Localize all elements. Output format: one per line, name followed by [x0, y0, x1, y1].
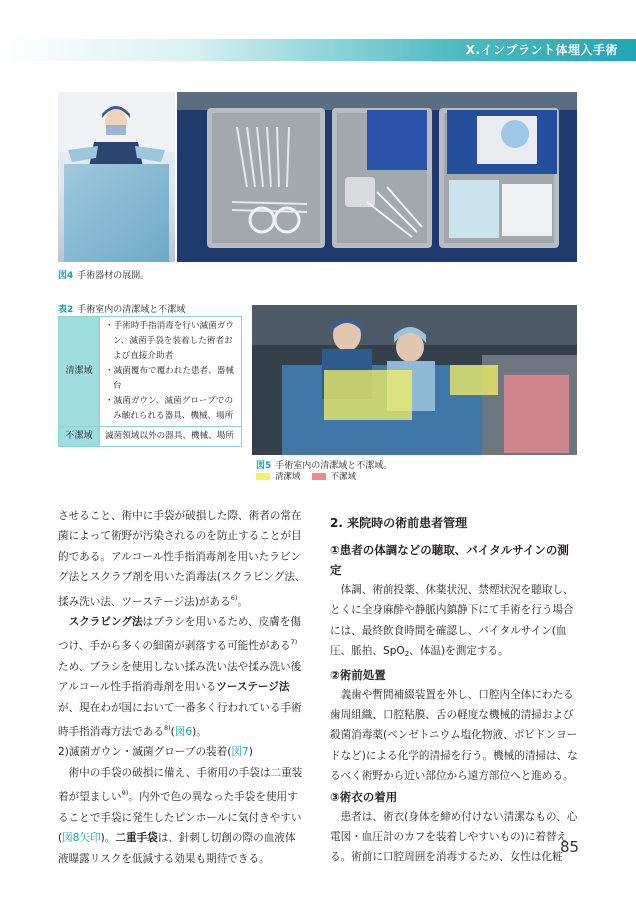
paragraph-text: が、現在わが国において一番多く行われている手術時手指消毒方法である [58, 701, 302, 739]
paragraph: 患者は、術衣(身体を締め付けない清潔なもの、心電図・血圧計のカフを装着しやすいもの)に着替える。術前に口腔周囲を消毒するため、女性は化粧 [330, 810, 578, 864]
table2-caption [58, 302, 185, 315]
figure-reference: 図8矢印 [62, 832, 101, 845]
subheading-text: ) [248, 746, 253, 759]
left-text-column [58, 506, 306, 869]
reference-sup: 9) [121, 789, 129, 798]
figure-reference: 図7 [231, 746, 249, 759]
figure5-label: 図5 [256, 461, 272, 471]
bold-term: ツーステージ法 [216, 681, 290, 694]
subheading [58, 742, 306, 762]
paragraph-text: ( [170, 726, 175, 739]
paragraph-text: 術中の手袋の破損に備え、手術用の手袋は二重装着が望ましい [58, 766, 303, 804]
paragraph: 義歯や暫間補綴装置を外し、口腔内全体にわたる歯周組織、口腔粘膜、舌の軽度な機械的清掃および殺菌消毒薬(ベンゼトニウム塩化物液、ポビドンヨードなど)による化学的清掃を行う。機械的清掃は、なるべく術野から近い部位から遠方部位へと進める。 [330, 688, 578, 783]
legend-swatch-unclean [312, 473, 326, 480]
list-item: ・手術時手指消毒を行い滅菌ガウン、滅菌手袋を装着した術者および直接介助者 [105, 321, 234, 362]
table2-label: 表2 [58, 305, 74, 315]
subheading-text: 2)滅菌ガウン・滅菌グローブの装着( [58, 746, 232, 759]
paragraph [330, 580, 578, 665]
figure4-caption [58, 268, 149, 281]
paragraph [58, 612, 306, 742]
table2-caption-text: 手術室内の清潔域と不潔域 [77, 305, 186, 315]
figure5-caption-text: 手術室内の清潔域と不潔域。 [275, 461, 393, 471]
list-item: ・滅菌覆布で覆われた患者、器械台 [105, 366, 234, 392]
table-row [59, 427, 242, 447]
paragraph-text: はブラシを用いるため、皮膚を傷つけ、手から多くの細菌が剥落する可能性がある [58, 616, 302, 653]
subheading: ①患者の体調などの聴取、バイタルサインの測定 [330, 543, 569, 577]
clean-zone-table [58, 316, 242, 447]
table-row [59, 317, 242, 427]
paragraph-text: )。 [192, 726, 207, 739]
list-item: ・滅菌ガウン、滅菌グローブでのみ触れられる器具、機械、場所 [105, 396, 234, 422]
section-title: Ⅹ.インプラント体埋入手術 [465, 43, 618, 57]
legend-label-clean: 清潔域 [275, 472, 301, 482]
subscript: 2 [404, 650, 410, 659]
paragraph-text: は、針刺し切創の際の血液体液曝露リスクを低減する効果も期待できる。 [58, 832, 296, 865]
table-row-body [100, 317, 242, 427]
paragraph-text: 体調、術前投薬、休薬状況、禁煙状況を聴取し、とくに全身麻酔や静脈内鎮静下にて手術を行う場合には、最終飲食時間を確認し、バイタルサイン(血圧、脈拍、SpO [330, 584, 574, 658]
legend-swatch-clean [256, 473, 270, 480]
reference-sup: 8) [163, 724, 171, 733]
subheading: ③術衣の着用 [330, 789, 398, 804]
subheading: ②術前処置 [330, 667, 386, 682]
paragraph-text: 、体温)を測定する。 [409, 645, 509, 658]
table-row-heading: 不潔域 [59, 427, 100, 447]
paragraph-text: させること、術中に手袋が破損した際、術者の常在菌によって術野が汚染されるのを防止することが目的である。アルコール性手指消毒剤を用いたラビング法とスクラブ剤を用いた消毒法(スクラビング法、揉み洗い法、ツーステージ法)がある [58, 510, 306, 608]
page-number: 85 [560, 838, 580, 856]
figure5-photo-operating-room [252, 305, 577, 455]
figure4-caption-text: 手術器材の展開。 [77, 271, 150, 281]
figure-reference: 図6 [174, 726, 193, 739]
paragraph-text: ため、ブラシを使用しない揉み洗い法や揉み洗い後アルコール性手指消毒剤を用いる [58, 660, 302, 694]
paragraph [58, 506, 306, 612]
legend-label-unclean: 不潔域 [330, 472, 357, 482]
right-text-column [330, 514, 578, 868]
figure5-legend [256, 470, 356, 482]
bold-term: 二重手袋 [115, 832, 158, 845]
table-row-heading: 清潔域 [59, 317, 100, 427]
paragraph-text: )。 [100, 832, 116, 845]
paragraph-text: 。内外で色の異なった手袋を使用することで手袋に発生したピンホールに気付きやすい( [58, 791, 302, 845]
paragraph [58, 763, 306, 869]
figure4-photo-instrument-trays [177, 92, 577, 262]
paragraph-text: 。 [237, 595, 248, 608]
reference-sup: 6) [230, 593, 238, 602]
figure4-label: 図4 [58, 271, 74, 281]
figure4-photo-nurse [58, 92, 175, 262]
reference-sup: 7) [290, 638, 298, 647]
section-heading: 2. 来院時の術前患者管理 [330, 516, 468, 530]
table-row-body: 滅菌領域以外の器具、機械、場所 [100, 427, 242, 447]
bold-term: スクラビング法 [68, 616, 143, 629]
